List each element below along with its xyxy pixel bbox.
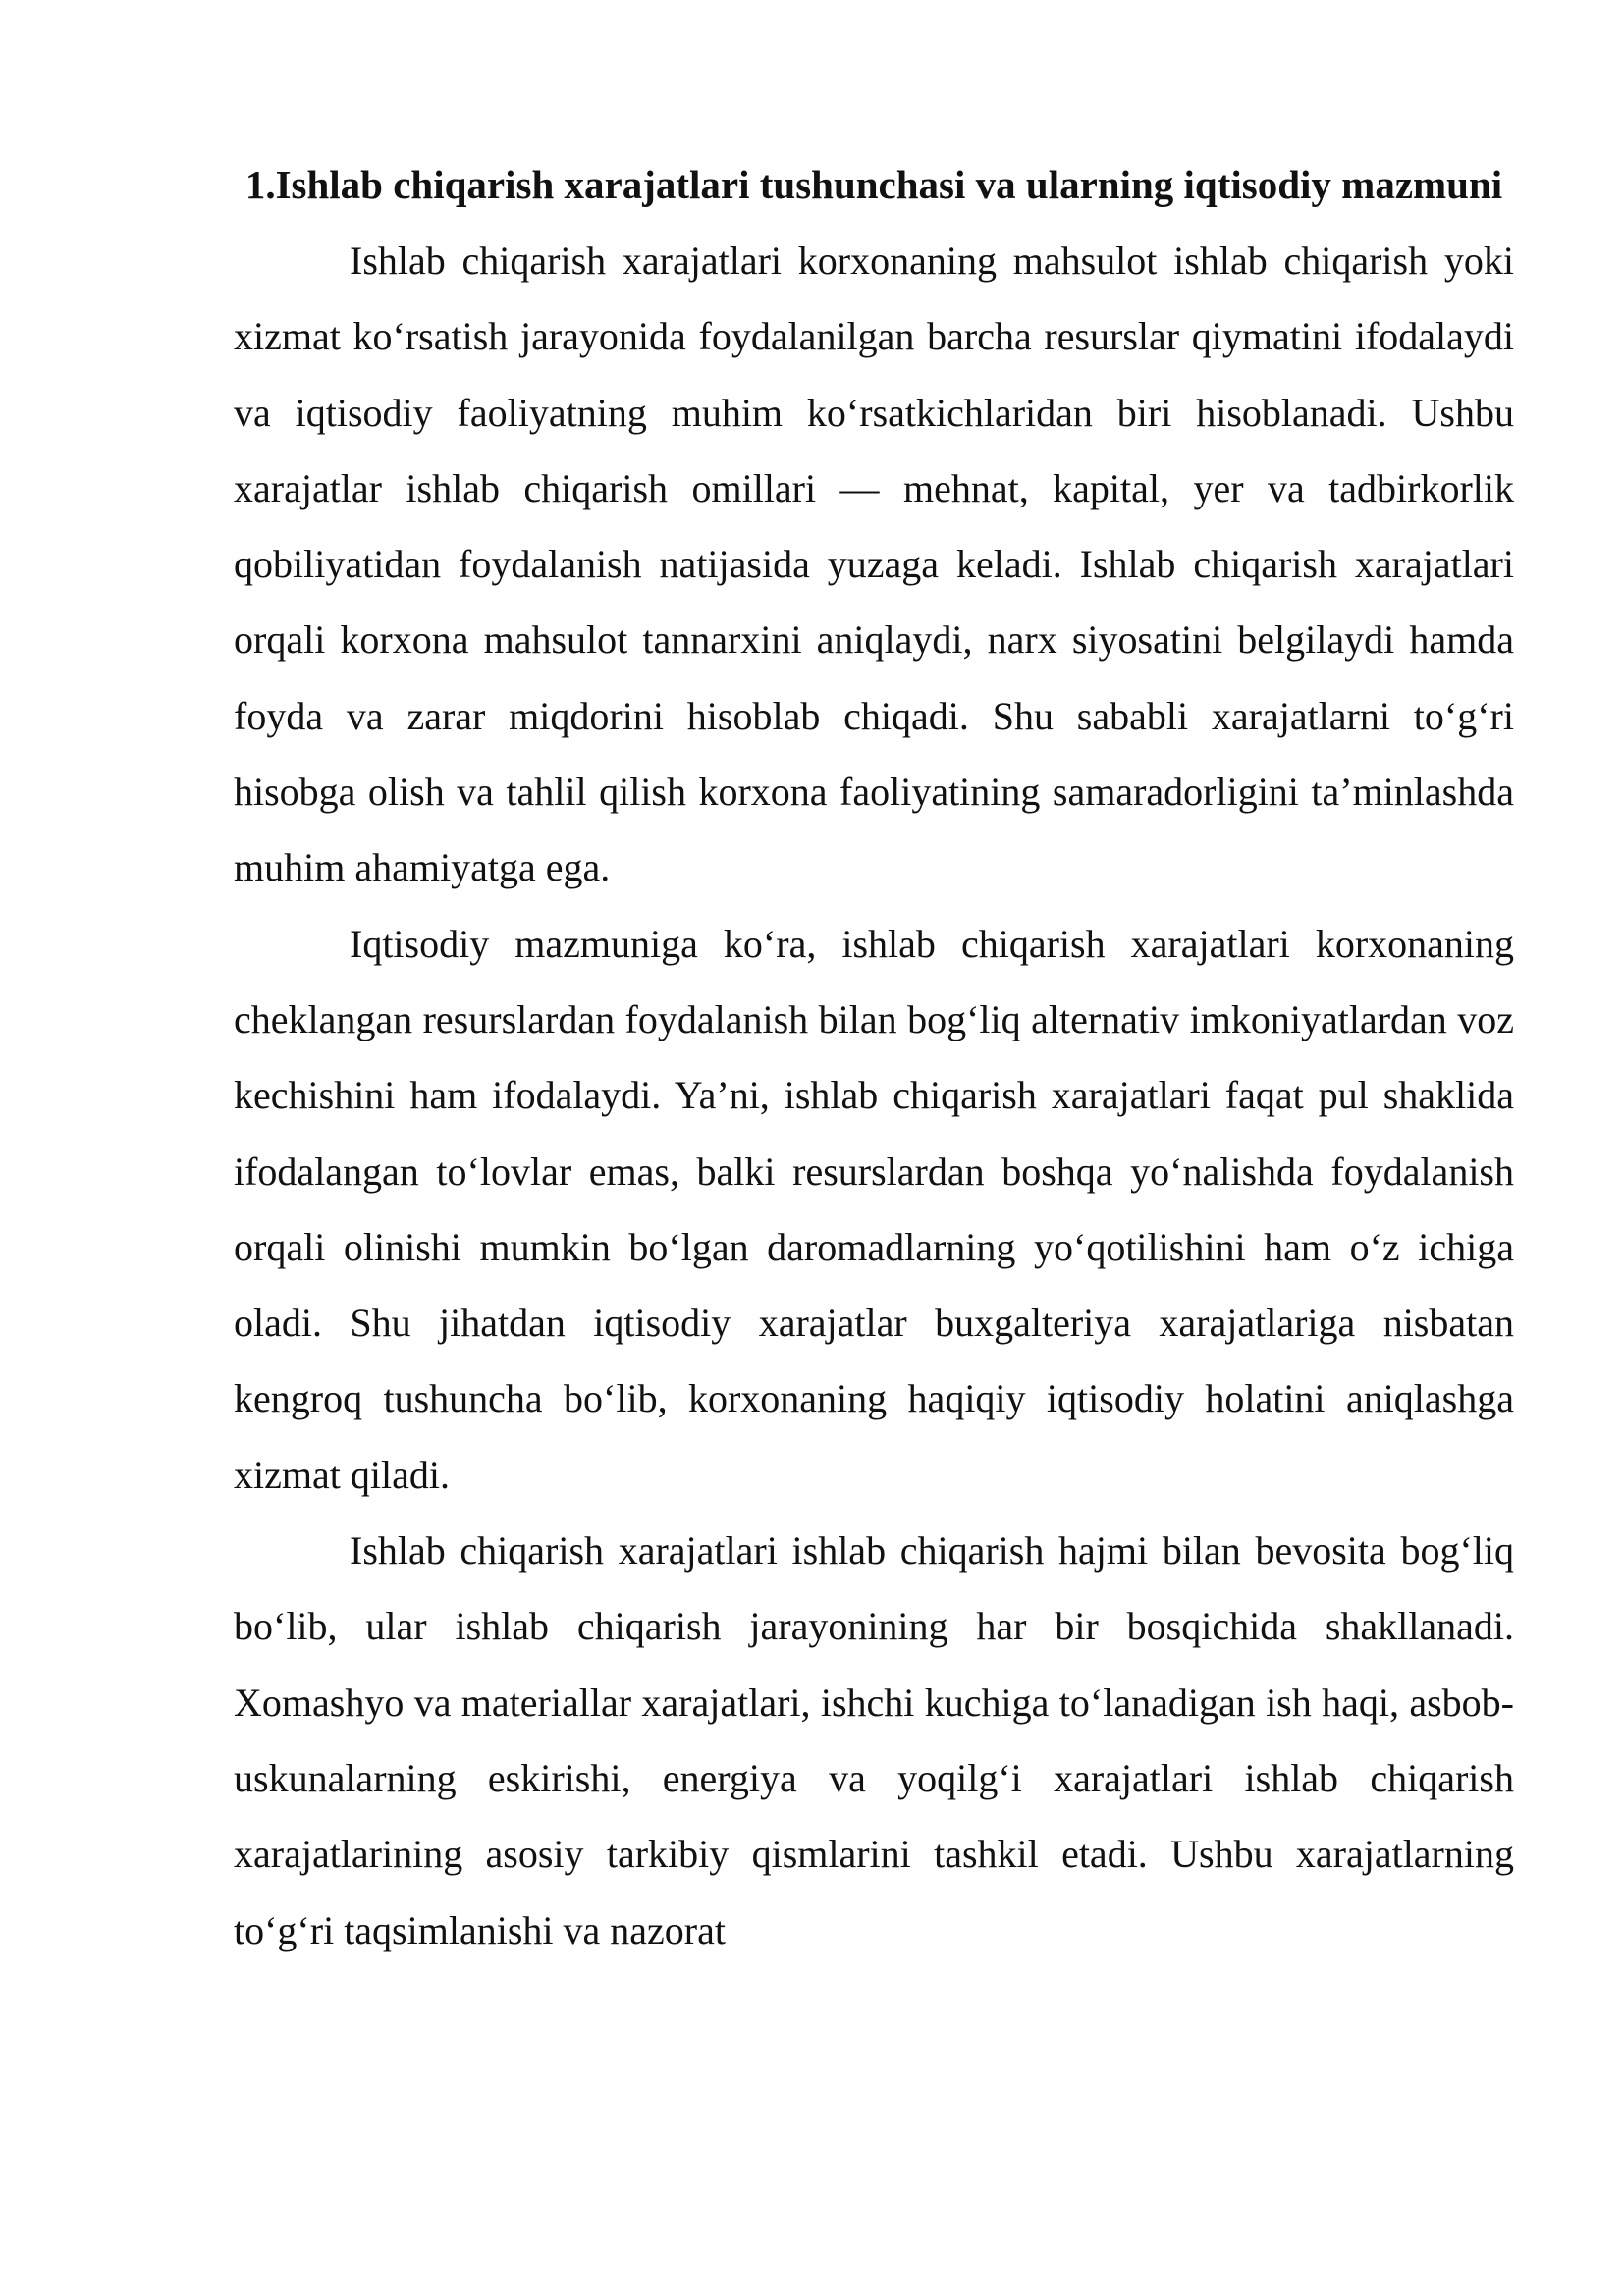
paragraph-3: Ishlab chiqarish xarajatlari ishlab chiqarish hajmi bilan bevosita bog‘liq bo‘lib, ular ishlab chiqarish jarayonining har bir bosqichida shakllanadi. Xomashyo va materiallar xarajatlari, ishchi kuchiga to‘lanadigan ish haqi, asbob-uskunalarning eskirishi, energiya va yoqilg‘i xarajatlari ishlab chiqarish xarajatlarining asosiy tarkibiy qismlarini tashkil etadi. Ushbu xarajatlarning to‘g‘ri taqsimlanishi va nazorat — [234, 1528, 1514, 1952]
paragraph-1: Ishlab chiqarish xarajatlari korxonaning mahsulot ishlab chiqarish yoki xizmat ko‘rsatish jarayonida foydalanilgan barcha resurslar qiymatini ifodalaydi va iqtisodiy faoliyatning muhim ko‘rsatkichlaridan biri hisoblanadi. Ushbu xarajatlar ishlab chiqarish omillari — mehnat, kapital, yer va tadbirkorlik qobiliyatidan foydalanish natijasida yuzaga keladi. Ishlab chiqarish xarajatlari orqali korxona mahsulot tannarxini aniqlaydi, narx siyosatini belgilaydi hamda foyda va zarar miqdorini hisoblab chiqadi. Shu sababli xarajatlarni to‘g‘ri hisobga olish va tahlil qilish korxona faoliyatining samaradorligini ta’minlashda muhim ahamiyatga ega. — [234, 239, 1514, 890]
document-page — [234, 147, 1514, 1968]
paragraph-2: Iqtisodiy mazmuniga ko‘ra, ishlab chiqarish xarajatlari korxonaning cheklangan resurslardan foydalanish bilan bog‘liq alternativ imkoniyatlardan voz kechishini ham ifodalaydi. Ya’ni, ishlab chiqarish xarajatlari faqat pul shaklida ifodalangan to‘lovlar emas, balki resurslardan boshqa yo‘nalishda foydalanish orqali olinishi mumkin bo‘lgan daromadlarning yo‘qotilishini ham o‘z ichiga oladi. Shu jihatdan iqtisodiy xarajatlar buxgalteriya xarajatlariga nisbatan kengroq tushuncha bo‘lib, korxonaning haqiqiy iqtisodiy holatini aniqlashga xizmat qiladi. — [234, 921, 1514, 1497]
document-title: 1.Ishlab chiqarish xarajatlari tushunchasi va ularning iqtisodiy mazmuni — [244, 162, 1503, 207]
